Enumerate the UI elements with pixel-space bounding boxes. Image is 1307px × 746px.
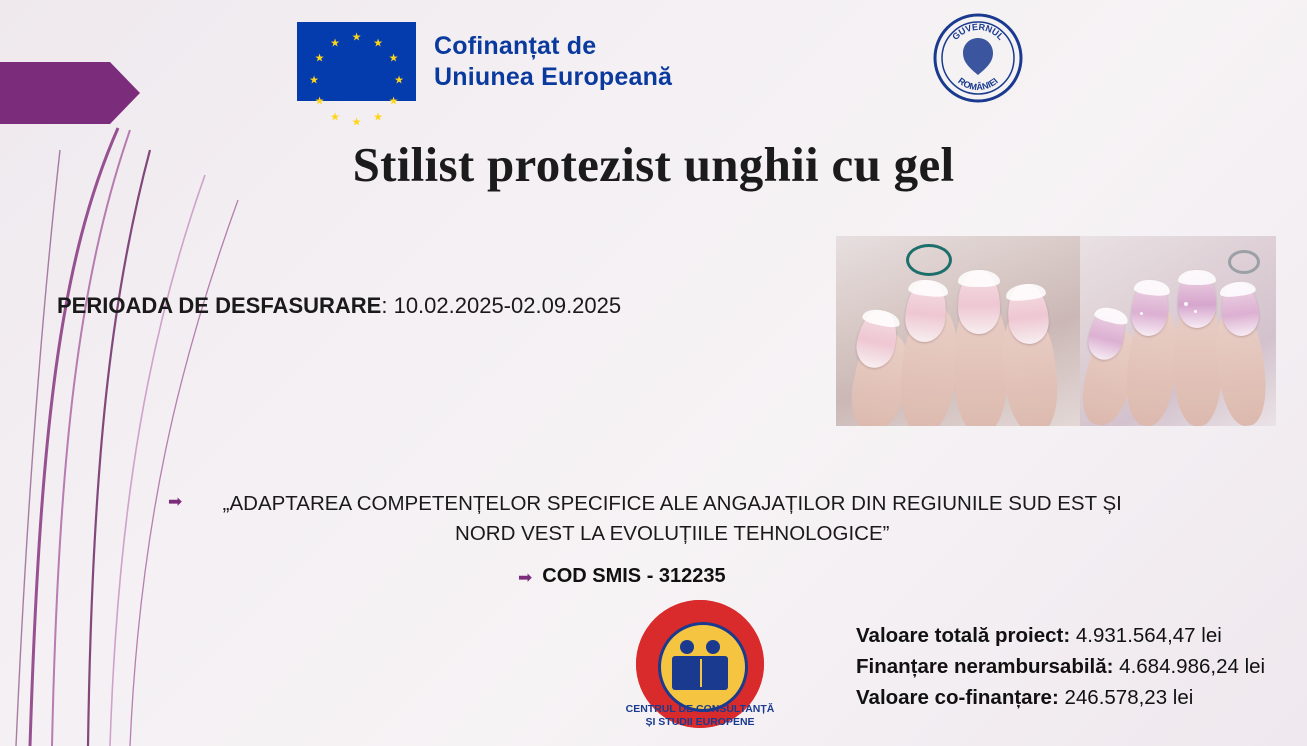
finance-label: Valoare co-finanțare:: [856, 686, 1059, 710]
finance-row: [856, 682, 1265, 713]
finance-label: Valoare totală proiect:: [856, 624, 1071, 647]
period-label: PERIOADA DE DESFASURARE: [57, 293, 382, 318]
eu-logo-line2: Uniunea Europeană: [434, 62, 673, 91]
decorative-arrow-band: [0, 62, 140, 124]
finance-row: [856, 651, 1265, 682]
svg-text:ROMÂNIEI: ROMÂNIEI: [956, 75, 1000, 93]
svg-text:GUVERNUL: GUVERNUL: [950, 21, 1006, 42]
project-title-text: „ADAPTAREA COMPETENȚELOR SPECIFICE ALE ANGAJAȚILOR DIN REGIUNILE SUD EST ȘI NORD VEST LA EVOLUȚIILE TEHNOLOGICE”: [222, 492, 1122, 545]
ccse-logo-line1: CENTRUL DE CONSULTANȚĂ: [625, 703, 775, 715]
period-separator: :: [381, 293, 394, 318]
finance-value: 4.931.564,47 lei: [1075, 624, 1222, 647]
photo-strip: [836, 236, 1276, 426]
ccse-logo-text: [622, 703, 778, 729]
eu-flag-icon: ★ ★ ★ ★ ★ ★ ★ ★ ★ ★ ★ ★: [297, 22, 416, 101]
nails-photo-left: [836, 236, 1080, 426]
finance-row: [856, 620, 1265, 651]
romanian-government-seal-icon: [932, 12, 1024, 104]
period-value: 10.02.2025-02.09.2025: [393, 293, 622, 318]
finance-block: [856, 620, 1265, 713]
eu-logo-text: [434, 31, 672, 92]
arrow-bullet-icon: ➡: [168, 492, 183, 511]
eu-cofinancing-logo: [297, 22, 673, 129]
page-title: Stilist protezist unghii cu gel: [352, 137, 955, 192]
ccse-logo-line2: ȘI STUDII EUROPENE: [645, 716, 755, 729]
finance-value: 4.684.986,24 lei: [1119, 655, 1266, 679]
smis-code-text: COD SMIS - 312235: [542, 565, 726, 587]
smis-code-bullet: [518, 565, 726, 588]
arrow-bullet-icon: ➡: [518, 568, 533, 587]
period-line: [57, 293, 621, 319]
finance-value: 246.578,23 lei: [1064, 686, 1194, 710]
ccse-round-logo-icon: [622, 600, 778, 746]
nails-photo-right: [1080, 236, 1276, 426]
finance-label: Finanțare nerambursabilă:: [856, 655, 1114, 679]
eu-logo-line1: Cofinanțat de: [434, 32, 597, 60]
project-title-bullet: [168, 489, 1158, 548]
